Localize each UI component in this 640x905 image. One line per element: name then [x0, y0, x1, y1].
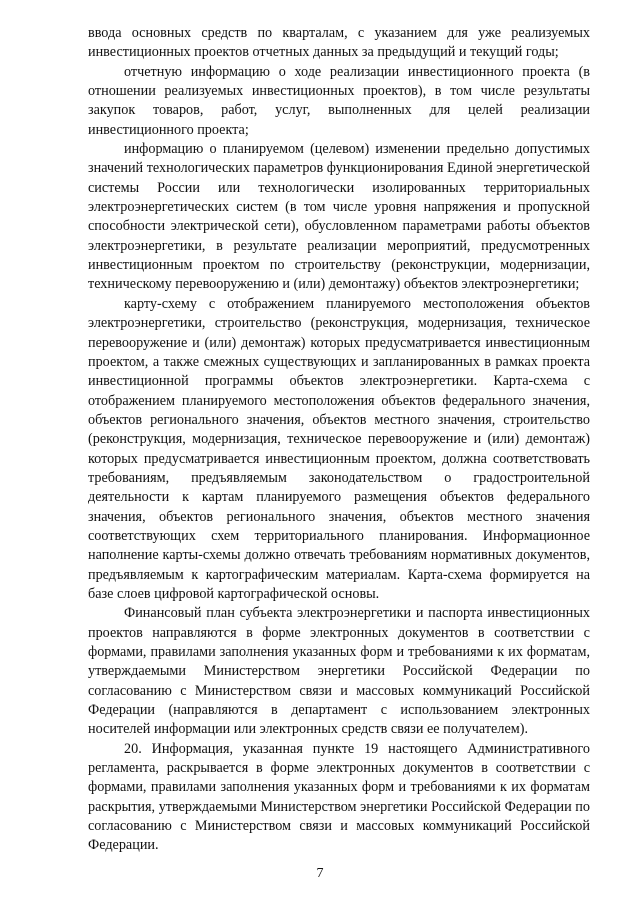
paragraph-continuation: ввода основных средств по кварталам, с указанием для уже реализуемых инвестиционных проектов отчетных данных за предыдущий и текущий годы; [88, 25, 590, 61]
page-number: 7 [316, 866, 324, 881]
paragraph-target-parameters: информацию о планируемом (целевом) изменении предельно допустимых значений технологических параметров функционирования Единой энергетической системы России или технологически изолированных территориальных электроэнергетических систем (в том числе уровня напряжения и пропускной способности электрической сети), обусловленном параметрами работы объектов электроэнергетики, в результате реализации мероприятий, предусмотренных инвестиционным проектом по строительству (реконструкции, модернизации, техническому перевооружению и (или) демонтажу) объектов электроэнергетики; [88, 141, 590, 293]
paragraph-financial-plan: Финансовый план субъекта электроэнергетики и паспорта инвестиционных проектов направляются в форме электронных документов в соответствии с формами, правилами заполнения указанных форм и требованиями к их форматам, утверждаемыми Министерством энергетики Российской Федерации по согласованию с Министерством связи и массовых коммуникаций Российской Федерации (направляются в департамент с использованием электронных носителей информации или электронных средств связи ее получателем). [88, 605, 590, 738]
paragraph-progress-report: отчетную информацию о ходе реализации инвестиционного проекта (в отношении реализуемых инвестиционных проектов), в том числе результаты закупок товаров, работ, услуг, выполненных для целей реализации инвестиционного проекта; [88, 63, 590, 138]
paragraph-map-scheme: карту-схему с отображением планируемого местоположения объектов электроэнергетики, строительство (реконструкция, модернизация, техническое перевооружение и (или) демонтаж) которых предусматривается инвестиционным проектом, а также смежных существующих и запланированных в рамках проекта инвестиционной программы объектов электроэнергетики. Карта-схема с отображением планируемого местоположения объектов федерального значения, объектов регионального значения, объектов местного значения, строительство (реконструкция, модернизация, техническое перевооружение и (или) демонтаж) которых предусматривается инвестиционным проектом, должна соответствовать требованиям, предъявляемым законодательством о градостроительной деятельности к картам планируемого размещения объектов федерального значения, объектов регионального значения, объектов местного значения соответствующих схем территориального планирования. Информационное наполнение карты-схемы должно отвечать требованиям нормативных документов, предъявляемым к картографическим материалам. Карта-схема формируется на базе слоев цифровой картографической основы. [88, 295, 590, 602]
document-body [88, 24, 590, 856]
paragraph-item-20: 20. Информация, указанная пункте 19 настоящего Административного регламента, раскрывается в форме электронных документов в соответствии с формами, правилами заполнения указанных форм и требованиями к их форматам раскрытия, утверждаемыми Министерством энергетики Российской Федерации по согласованию с Министерством связи и массовых коммуникаций Российской Федерации. [88, 740, 590, 854]
